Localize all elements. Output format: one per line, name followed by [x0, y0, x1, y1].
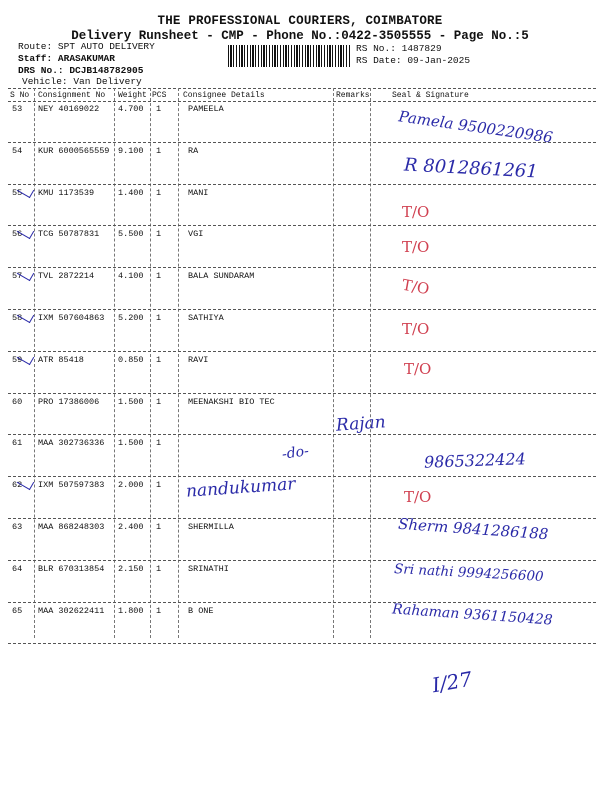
row-sno: 53: [12, 104, 23, 114]
barcode: [228, 45, 350, 67]
row-sno: 64: [12, 563, 23, 574]
row-sno: 54: [12, 145, 23, 156]
row-divider: [8, 434, 596, 435]
signature-53: Pamela 9500220986: [397, 107, 554, 147]
row-divider: [8, 518, 596, 519]
route-value: SPT AUTO DELIVERY: [57, 41, 155, 52]
drs-value: DCJB148782905: [69, 65, 144, 76]
col-divider: [333, 88, 334, 638]
rto-mark-62: T/O: [404, 488, 432, 506]
row-consignment-no: ATR 85418: [38, 354, 84, 365]
row-pcs: 1: [156, 104, 162, 114]
row-consignee: SATHIYA: [188, 313, 224, 323]
row-sno: 55: [12, 187, 23, 198]
row-consignment-no: IXM 507604863: [38, 313, 105, 323]
rs-date-line: [356, 55, 470, 66]
row-pcs: 1: [156, 480, 162, 491]
handwritten-do: -do-: [281, 443, 310, 463]
row-weight: 1.800: [118, 605, 144, 616]
row-consignment-no: KUR 6000565559: [38, 145, 110, 156]
row-weight: 9.100: [118, 145, 144, 156]
row-sno: 65: [12, 605, 23, 616]
row-weight: 5.200: [118, 313, 144, 323]
row-weight: 1.500: [118, 438, 144, 449]
row-divider: [8, 351, 596, 352]
col-consignee: Consignee Details: [183, 91, 265, 100]
row-consignment-no: MAA 302622411: [38, 605, 105, 616]
company-title: THE PROFESSIONAL COURIERS, COIMBATORE: [157, 14, 443, 28]
signature-63: Sherm 9841286188: [397, 514, 549, 544]
col-weight: Weight: [118, 91, 147, 100]
vehicle-label: Vehicle:: [22, 76, 68, 87]
staff-label: Staff:: [18, 53, 53, 64]
signature-64: Sri nathi 9994256600: [393, 561, 545, 585]
row-consignment-no: MAA 302736336: [38, 438, 105, 449]
row-weight: 0.850: [118, 354, 144, 365]
col-consignment: Consignment No: [38, 91, 106, 100]
signature-62: nandukumar: [185, 474, 297, 502]
col-remarks: Remarks: [336, 91, 370, 100]
rs-no-label: RS No.:: [356, 43, 396, 54]
signature-61: Rajan: [335, 412, 387, 436]
phone-61: 9865322424: [423, 449, 527, 472]
row-weight: 2.400: [118, 522, 144, 532]
col-divider: [178, 88, 179, 638]
rs-date-value: 09-Jan-2025: [407, 55, 471, 66]
row-consignment-no: TVL 2872214: [38, 271, 95, 282]
row-weight: 2.150: [118, 563, 144, 574]
row-divider: [8, 476, 596, 477]
col-sno: S No: [10, 91, 30, 100]
row-pcs: 1: [156, 563, 162, 574]
row-pcs: 1: [156, 605, 162, 616]
row-divider: [8, 267, 596, 268]
col-divider: [150, 88, 151, 638]
row-consignee: MANI: [188, 187, 209, 198]
row-divider: [8, 225, 596, 226]
staff-line: [18, 53, 115, 64]
rto-mark-57: T/O: [400, 275, 431, 299]
bottom-handwritten-mark: I/27: [430, 666, 474, 698]
row-weight: 1.500: [118, 396, 144, 407]
row-divider: [8, 184, 596, 185]
col-seal: Seal & Signature: [392, 91, 469, 100]
row-sno: 59: [12, 354, 23, 365]
rto-mark-56: T/O: [402, 238, 430, 256]
row-weight: 1.400: [118, 187, 144, 198]
row-consignee: RA: [188, 145, 199, 156]
row-pcs: 1: [156, 229, 162, 240]
row-pcs: 1: [156, 271, 162, 282]
row-sno: 63: [12, 522, 23, 532]
row-consignee: VGI: [188, 229, 204, 240]
row-divider: [8, 643, 596, 644]
row-consignment-no: MAA 868248303: [38, 522, 105, 532]
row-sno: 61: [12, 438, 23, 449]
runsheet-subtitle: Delivery Runsheet - CMP - Phone No.:0422-3505555 - Page No.:5: [71, 29, 529, 43]
rs-no-value: 1487829: [401, 43, 442, 54]
header-bottom-rule: [8, 101, 596, 102]
row-sno: 62: [12, 480, 23, 491]
vehicle-line: [22, 76, 142, 87]
row-consignee: SHERMILLA: [188, 522, 234, 532]
row-consignee: B ONE: [188, 605, 214, 616]
row-pcs: 1: [156, 313, 162, 323]
col-pcs: PCS: [152, 91, 167, 100]
row-weight: 4.700: [118, 104, 144, 114]
staff-value: ARASAKUMAR: [57, 53, 115, 64]
row-pcs: 1: [156, 145, 162, 156]
signature-65: Rahaman 9361150428: [391, 601, 554, 629]
row-consignment-no: KMU 1173539: [38, 187, 95, 198]
col-divider: [34, 88, 35, 638]
col-divider: [114, 88, 115, 638]
drs-label: DRS No.:: [18, 65, 64, 76]
rs-date-label: RS Date:: [356, 55, 402, 66]
row-consignment-no: TCG 50787831: [38, 229, 100, 240]
row-pcs: 1: [156, 396, 162, 407]
route-label: Route:: [18, 41, 53, 52]
row-pcs: 1: [156, 438, 162, 449]
row-pcs: 1: [156, 354, 162, 365]
row-sno: 58: [12, 313, 23, 323]
row-consignment-no: NEY 40169022: [38, 104, 100, 114]
route-line: [18, 41, 155, 52]
row-divider: [8, 560, 596, 561]
rto-mark-58: T/O: [402, 320, 430, 338]
row-divider: [8, 309, 596, 310]
signature-54: R 8012861261: [403, 154, 539, 183]
row-consignee: BALA SUNDARAM: [188, 271, 255, 282]
row-weight: 2.000: [118, 480, 144, 491]
row-consignment-no: BLR 670313854: [38, 563, 105, 574]
rs-no-line: [356, 43, 442, 54]
row-divider: [8, 142, 596, 143]
row-pcs: 1: [156, 522, 162, 532]
row-divider: [8, 602, 596, 603]
row-sno: 56: [12, 229, 23, 240]
row-sno: 57: [12, 271, 23, 282]
rto-mark-55: T/O: [402, 203, 430, 221]
row-pcs: 1: [156, 187, 162, 198]
vehicle-value: Van Delivery: [73, 76, 142, 87]
row-weight: 5.500: [118, 229, 144, 240]
row-weight: 4.100: [118, 271, 144, 282]
header-top-rule: [8, 88, 596, 89]
row-consignee: SRINATHI: [188, 563, 229, 574]
row-divider: [8, 393, 596, 394]
row-sno: 60: [12, 396, 23, 407]
row-consignee: RAVI: [188, 354, 209, 365]
drs-line: [18, 65, 143, 76]
row-consignment-no: PRO 17386006: [38, 396, 100, 407]
row-consignment-no: IXM 507597383: [38, 480, 105, 491]
row-consignee: PAMEELA: [188, 104, 224, 114]
rto-mark-59: T/O: [404, 360, 432, 378]
col-divider: [370, 88, 371, 638]
row-consignee: MEENAKSHI BIO TEC: [188, 396, 275, 407]
